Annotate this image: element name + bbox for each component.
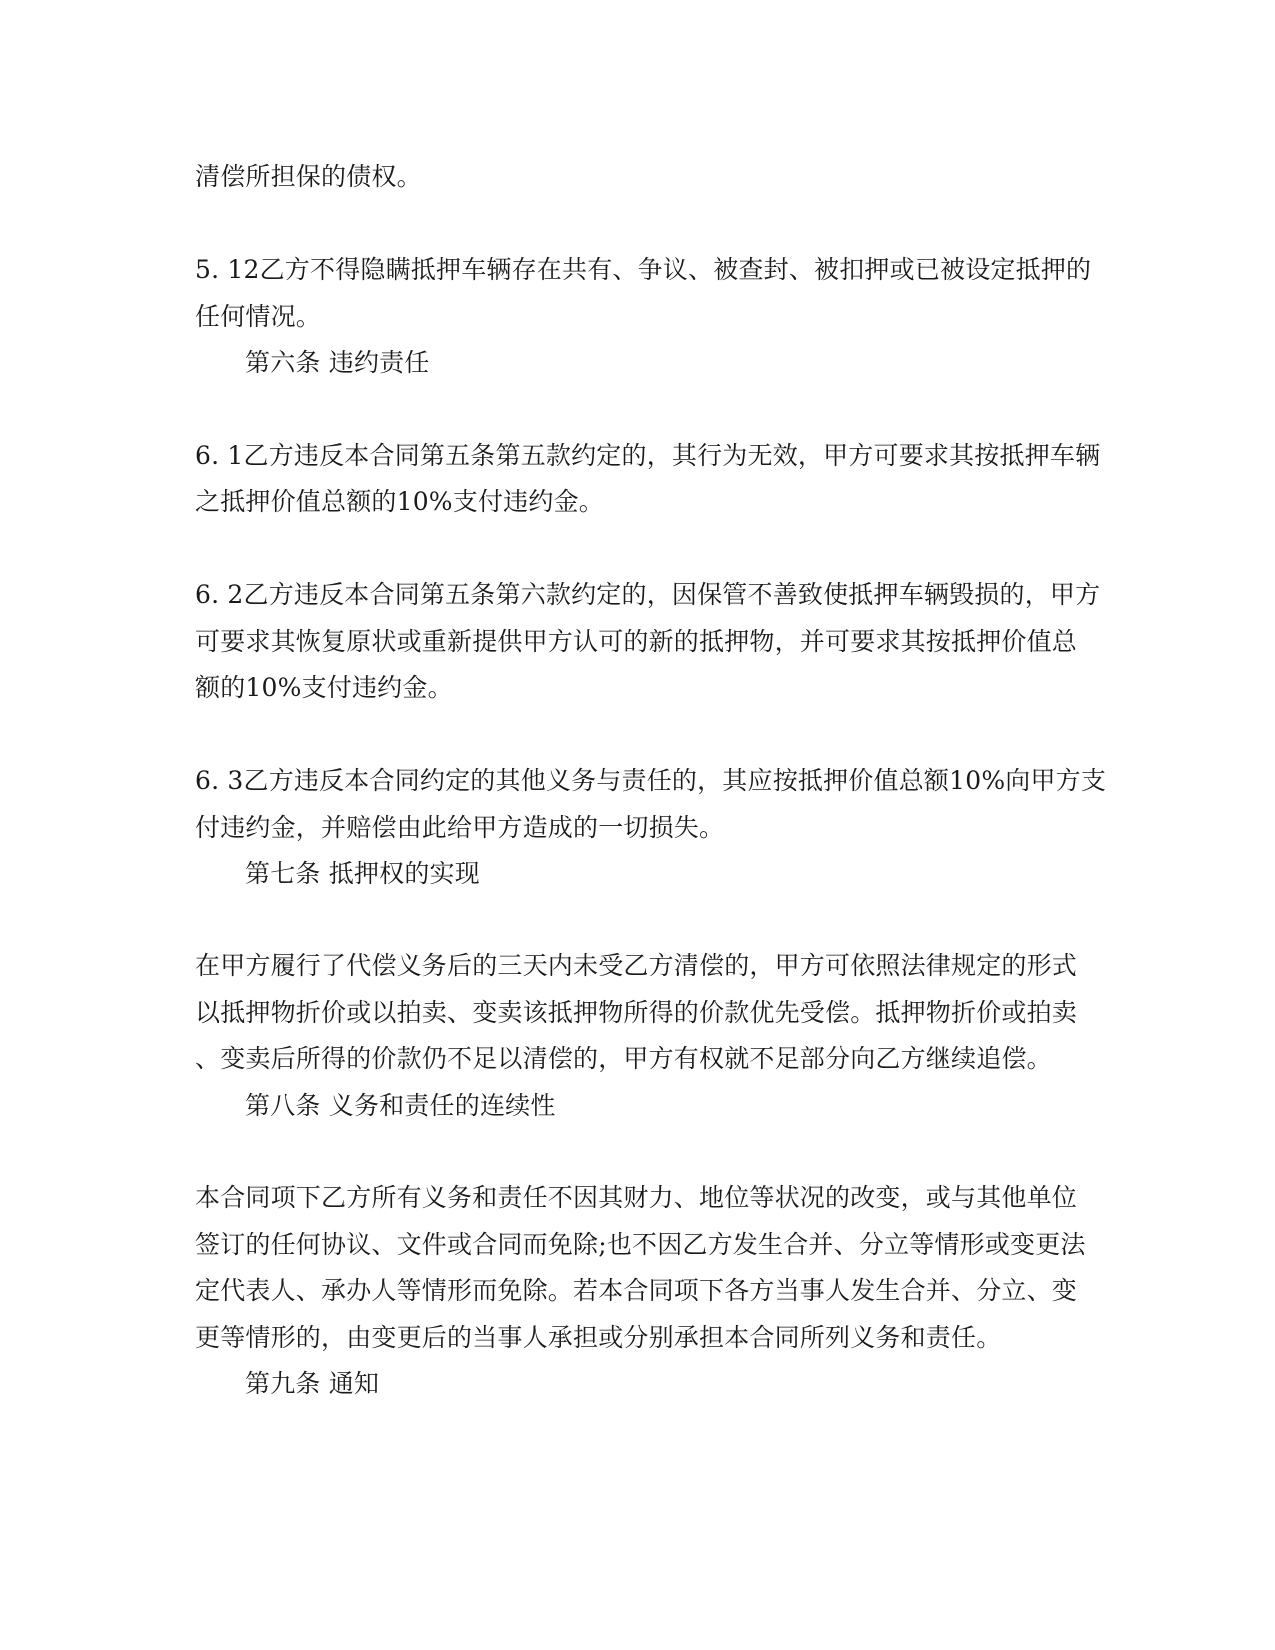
article-8-line-3: 定代表人、承办人等情形而免除。若本合同项下各方当事人发生合并、分立、变	[195, 1276, 1078, 1305]
article-8-line-1: 本合同项下乙方所有义务和责任不因其财力、地位等状况的改变，或与其他单位	[195, 1183, 1078, 1212]
article-7-line-3: 、变卖后所得的价款仍不足以清偿的，甲方有权就不足部分向乙方继续追偿。	[195, 1044, 1052, 1073]
clause-6-2-line-3: 额的10%支付违约金。	[195, 673, 453, 702]
clause-6-1-line-2: 之抵押价值总额的10%支付违约金。	[195, 487, 604, 516]
article-6-heading: 第六条 违约责任	[245, 348, 430, 377]
article-9-heading: 第九条 通知	[245, 1369, 380, 1398]
clause-6-1-line-1: 6. 1乙方违反本合同第五条第五款约定的，其行为无效，甲方可要求其按抵押车辆	[195, 441, 1101, 470]
paragraph-line: 清偿所担保的债权。	[195, 162, 422, 191]
article-8-heading: 第八条 义务和责任的连续性	[245, 1091, 556, 1120]
clause-5-12-line-1: 5. 12乙方不得隐瞒抵押车辆存在共有、争议、被查封、被扣押或已被设定抵押的	[195, 255, 1092, 284]
clause-5-12-line-2: 任何情况。	[195, 302, 322, 331]
article-7-heading: 第七条 抵押权的实现	[245, 859, 480, 888]
article-8-line-2: 签订的任何协议、文件或合同而免除;也不因乙方发生合并、分立等情形或变更法	[195, 1230, 1086, 1259]
article-7-line-2: 以抵押物折价或以拍卖、变卖该抵押物所得的价款优先受偿。抵押物折价或拍卖	[195, 998, 1078, 1027]
article-8-line-4: 更等情形的，由变更后的当事人承担或分别承担本合同所列义务和责任。	[195, 1323, 1002, 1352]
article-7-line-1: 在甲方履行了代偿义务后的三天内未受乙方清偿的，甲方可依照法律规定的形式	[195, 951, 1078, 980]
clause-6-2-line-1: 6. 2乙方违反本合同第五条第六款约定的，因保管不善致使抵押车辆毁损的，甲方	[195, 580, 1101, 609]
clause-6-2-line-2: 可要求其恢复原状或重新提供甲方认可的新的抵押物，并可要求其按抵押价值总	[195, 627, 1078, 656]
clause-6-3-line-2: 付违约金，并赔偿由此给甲方造成的一切损失。	[195, 813, 725, 842]
clause-6-3-line-1: 6. 3乙方违反本合同约定的其他义务与责任的，其应按抵押价值总额10%向甲方支	[195, 766, 1107, 795]
